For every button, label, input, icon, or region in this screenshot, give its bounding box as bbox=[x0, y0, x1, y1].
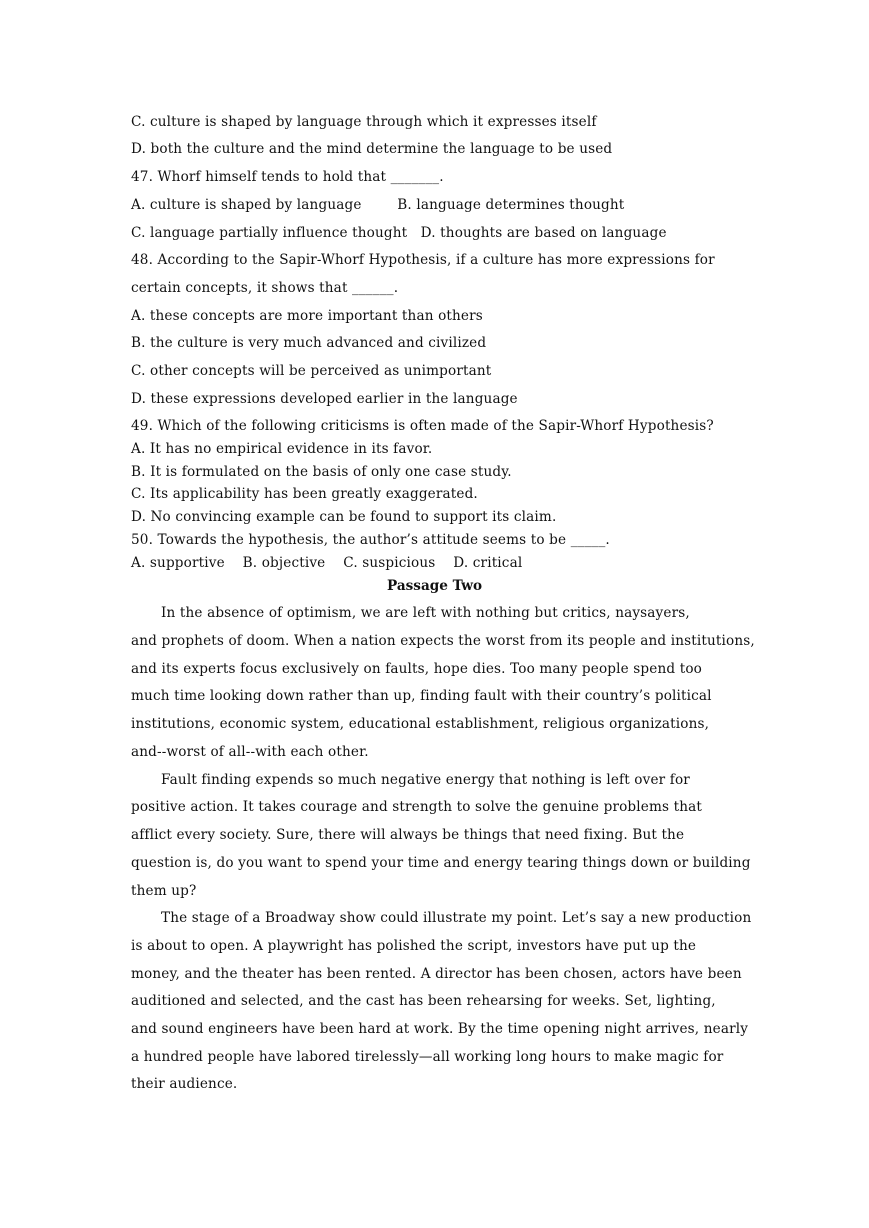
option-c-q48: C. other concepts will be perceived as unimportant bbox=[131, 363, 492, 379]
passage-line: auditioned and selected, and the cast has been rehearsing for weeks. Set, lighting, bbox=[131, 993, 716, 1009]
passage-line: The stage of a Broadway show could illustrate my point. Let’s say a new production bbox=[161, 910, 752, 926]
options-ab-q47: A. culture is shaped by language B. language determines thought bbox=[131, 197, 625, 213]
option-a-q48: A. these concepts are more important than others bbox=[131, 308, 483, 324]
option-a-q49: A. It has no empirical evidence in its favor. bbox=[131, 441, 433, 457]
passage-line: them up? bbox=[131, 883, 197, 899]
option-d-q49: D. No convincing example can be found to support its claim. bbox=[131, 509, 557, 525]
question-49: 49. Which of the following criticisms is often made of the Sapir-Whorf Hypothesis? bbox=[131, 418, 714, 434]
passage-line: is about to open. A playwright has polished the script, investors have put up the bbox=[131, 938, 697, 954]
options-q50: A. supportive B. objective C. suspicious D. critical bbox=[131, 555, 523, 571]
passage-line: and prophets of doom. When a nation expects the worst from its people and institutions, bbox=[131, 633, 755, 649]
question-48-cont: certain concepts, it shows that ______. bbox=[131, 280, 399, 296]
passage-line: and its experts focus exclusively on faults, hope dies. Too many people spend too bbox=[131, 661, 702, 677]
passage-line: question is, do you want to spend your time and energy tearing things down or building bbox=[131, 855, 751, 871]
passage-line: money, and the theater has been rented. A director has been chosen, actors have been bbox=[131, 966, 742, 982]
passage-title: Passage Two bbox=[386, 578, 483, 594]
passage-line: Fault finding expends so much negative energy that nothing is left over for bbox=[161, 772, 690, 788]
option-b-q48: B. the culture is very much advanced and civilized bbox=[131, 335, 487, 351]
option-c-q49: C. Its applicability has been greatly exaggerated. bbox=[131, 486, 478, 502]
passage-line: positive action. It takes courage and strength to solve the genuine problems that bbox=[131, 799, 702, 815]
question-48: 48. According to the Sapir-Whorf Hypothesis, if a culture has more expressions for bbox=[131, 252, 715, 268]
option-d-q48: D. these expressions developed earlier in the language bbox=[131, 391, 518, 407]
passage-line: and sound engineers have been hard at work. By the time opening night arrives, nearly bbox=[131, 1021, 749, 1037]
question-47: 47. Whorf himself tends to hold that _______. bbox=[131, 169, 444, 185]
option-d-q46: D. both the culture and the mind determine the language to be used bbox=[131, 141, 613, 157]
passage-line: much time looking down rather than up, finding fault with their country’s political bbox=[131, 688, 712, 704]
options-cd-q47: C. language partially influence thought D. thoughts are based on language bbox=[131, 225, 667, 241]
passage-line: a hundred people have labored tirelessly—all working long hours to make magic for bbox=[131, 1049, 724, 1065]
question-50: 50. Towards the hypothesis, the author’s attitude seems to be _____. bbox=[131, 532, 610, 548]
passage-line: and--worst of all--with each other. bbox=[131, 744, 369, 760]
passage-line: institutions, economic system, educational establishment, religious organizations, bbox=[131, 716, 710, 732]
option-b-q49: B. It is formulated on the basis of only one case study. bbox=[131, 464, 512, 480]
passage-line: afflict every society. Sure, there will always be things that need fixing. But the bbox=[131, 827, 685, 843]
passage-line: In the absence of optimism, we are left with nothing but critics, naysayers, bbox=[161, 605, 690, 621]
passage-line: their audience. bbox=[131, 1076, 238, 1092]
option-c-q46: C. culture is shaped by language through which it expresses itself bbox=[131, 114, 597, 130]
